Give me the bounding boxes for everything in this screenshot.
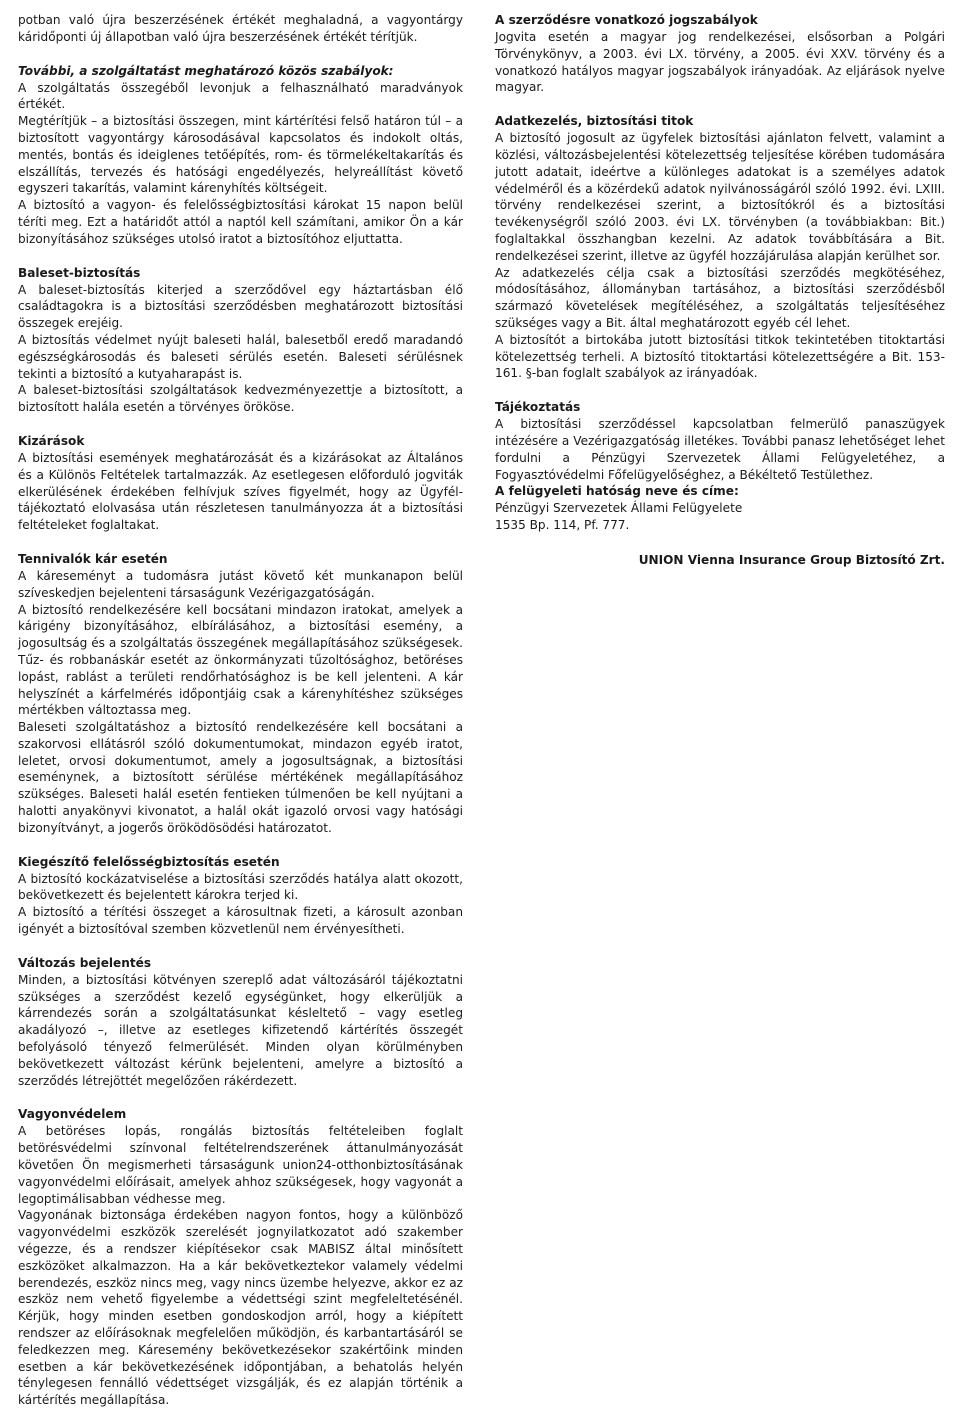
paragraph: A biztosító rendelkezésére kell bocsátani mindazon iratokat, amelyek a kárigény bizonyításához, elbírálásához, a biztosítási esemény, a jogosultság és a szolgáltatás összegének megállapításához szükségesek. Tűz- és robbanáskár esetét az önkormányzati tűzoltósághoz, betöréses lopást, rablást a területi rendőrhatósághoz is be kell jelenteni. A kár helyszínét a kárfelmérés időpontjáig csak a kárenyhítéshez szükséges mértékben változtassa meg.	[18, 602, 463, 718]
paragraph: A káreseményt a tudomásra jutást követő két munkanapon belül szíveskedjen bejelenteni társaságunk Vezérigazgatóságán.	[18, 568, 463, 600]
paragraph: A biztosítás védelmet nyújt baleseti halál, balesetből eredő maradandó egészségkárosodás és baleseti sérülés esetén. Baleseti sérülésnek tekinti a biztosító a kutyaharapást is.	[18, 332, 463, 381]
left-column	[18, 12, 463, 1409]
supervisor-title: A felügyeleti hatóság neve és címe:	[495, 484, 739, 499]
section-title: Kizárások	[18, 433, 85, 448]
section-property-protection	[18, 1106, 463, 1409]
section-common-rules	[18, 63, 463, 248]
section-data-handling	[495, 113, 945, 382]
section-accident-insurance	[18, 265, 463, 416]
section-title: Baleset-biztosítás	[18, 265, 141, 280]
paragraph: Vagyonának biztonsága érdekében nagyon fontos, hogy a különböző vagyonvédelmi eszközök szerelését jognyilatkozatot adó szakember végezze, és a rendszer kiépítésekor csak MABISZ által minősített eszközöket alkalmazzon. Ha a kár bekövetkeztekor valamely védelmi berendezés, eszköz nincs meg, vagy nincs üzembe helyezve, akkor ez az eszköz nem vehető figyelembe a védettségi szint megfeleltetésénél. Kérjük, hogy minden esetben gondoskodjon arról, hogy a kiépített rendszer az előírásoknak megfelelően működjön, és karbantartásáról se feledkezzen meg. Káresemény bekövetkezésekor szakértőink minden esetben a kár bekövetkezésének időpontjában, a behatolás helyén ténylegesen fennálló védettséget vizsgálják, és ez alapján történik a kártérítés megállapítása.	[18, 1208, 463, 1408]
section-title: Kiegészítő felelősségbiztosítás esetén	[18, 854, 280, 869]
section-information	[495, 399, 945, 534]
supervisor-name: Pénzügyi Szervezetek Állami Felügyelete	[495, 501, 743, 516]
section-exclusions	[18, 433, 463, 534]
paragraph: A biztosítási szerződéssel kapcsolatban felmerülő panaszügyek intézésére a Vezérigazgatóság illetékes. További panasz lehetőséget lehet fordulni a Pénzügyi Szervezetek Állami Felügyeletéhez, a Fogyasztóvédelmi Főfelügyelőséghez, a Békéltető Testülethez.	[495, 417, 945, 482]
paragraph: A biztosítási események meghatározását és a kizárásokat az Általános és a Különös Feltételek tartalmazzák. Az esetlegesen előforduló jogviták elkerülésének érdekében felhívjuk szíves figyelmét, hogy az Ügyfél-tájékoztató elolvasása után részletesen tanulmányozza át a biztosítási feltételeket foglaltakat.	[18, 450, 463, 533]
supervisor-address: 1535 Bp. 114, Pf. 777.	[495, 518, 630, 533]
paragraph: A biztosító a vagyon- és felelősségbiztosítási károkat 15 napon belül téríti meg. Ezt a határidőt attól a naptól kell számítani, amikor Ön a kár bizonyításához szükséges utolsó iratot a biztosítóhoz eljuttatta.	[18, 198, 463, 246]
paragraph: A biztosító jogosult az ügyfelek biztosítási ajánlaton felvett, valamint a közlési, változásbejelentési kötelezettség teljesítése körében tudomására jutott adatait, ideértve a különleges adatokat is a személyes adatok védelméről és a közérdekű adatok nyilvánosságáról szóló 1992. évi. LXIII. törvény rendelkezései szerint, a biztosítókról és a biztosítási tevékenységről szóló 2003. évi LX. törvényben (a továbbiakban: Bit.) foglaltakkal összhangban kezelni. Az adatok továbbítására a Bit. rendelkezései szerint, illetve az ügyfél hozzájárulása alapján kerülhet sor.	[495, 131, 945, 263]
section-governing-law	[495, 12, 945, 96]
right-column	[495, 12, 945, 569]
paragraph: Minden, a biztosítási kötvényen szereplő adat változásáról tájékoztatni szükséges a szerződést kezelő egységünket, hogy elkerüljük a kárrendezés során a szolgáltatásunkat késleltető – vagy esetleg akadályozó –, illetve az esetleges kifizetendő kártérítés összegét befolyásoló tényező felmerülését. Minden olyan körülményben bekövetkezett változást kérünk bejelenteni, amelyre a biztosító a szerződés létrejöttét megelőzően rákérdezett.	[18, 972, 463, 1088]
paragraph: A baleset-biztosítás kiterjed a szerződővel egy háztartásban élő családtagokra is a biztosítási szerződésben meghatározott biztosítási összegek erejéig.	[18, 282, 463, 331]
section-change-notice	[18, 955, 463, 1090]
company-signature: UNION Vienna Insurance Group Biztosító Zrt.	[638, 552, 945, 567]
intro-paragraph: potban való újra beszerzésének értékét meghaladná, a vagyontárgy káridőponti új állapotban való újra beszerzésének értékét térítjük.	[18, 13, 463, 44]
section-title: Változás bejelentés	[18, 955, 152, 970]
paragraph: Baleseti szolgáltatáshoz a biztosító rendelkezésére kell bocsátani a szakorvosi ellátásról szóló dokumentumokat, mindazon egyéb iratot, leletet, orvosi dokumentumot, amely a jogosultságnak, a biztosítási eseménynek, a biztosított sérülése mértékének megállapításához szükséges. Baleseti halál esetén fentieken túlmenően be kell nyújtani a halotti anyakönyvi kivonatot, a halál okát igazoló orvosi vagy hatósági bizonyítványt, a jogerős öröködösödési határozatot.	[18, 720, 463, 835]
paragraph: Jogvita esetén a magyar jog rendelkezései, elsősorban a Polgári Törvénykönyv, a 2003. évi LX. törvény, a 2005. évi XXV. törvény és a vonatkozó hatályos magyar jogszabályok irányadóak. Az eljárások nyelve magyar.	[495, 30, 945, 95]
section-title: Tennivalók kár esetén	[18, 551, 168, 566]
section-title: Tájékoztatás	[495, 400, 581, 415]
paragraph: A szolgáltatás összegéből levonjuk a felhasználható maradványok értékét.	[18, 80, 463, 112]
paragraph: A biztosítót a birtokába jutott biztosítási titkok tekintetében titoktartási kötelezettség terheli. A biztosító titoktartási kötelezettségére a Bit. 153-161. §-ban foglalt szabályok az irányadóak.	[495, 332, 945, 381]
section-claims	[18, 551, 463, 837]
section-title: A szerződésre vonatkozó jogszabályok	[495, 13, 758, 27]
paragraph: Az adatkezelés célja csak a biztosítási szerződés megkötéséhez, módosításához, állományban tartásához, a biztosítási szerződésből származó követelések megítéléséhez, a szolgáltatás teljesítéséhez szükséges vagy a Bit. által meghatározott egyéb cél lehet.	[495, 265, 945, 330]
section-title: Adatkezelés, biztosítási titok	[495, 114, 694, 129]
section-liability	[18, 854, 463, 938]
paragraph: A betöréses lopás, rongálás biztosítás feltételeiben foglalt betörésvédelmi színvonal feltételrendszerének áttanulmányozását követően Ön megismerheti társaságunk union24-otthonbiztosításának vagyonvédelmi előírásait, amelyek ahhoz szükségesek, hogy vagyonát a legoptimálisabban védhesse meg.	[18, 1124, 463, 1206]
paragraph: Megtérítjük – a biztosítási összegen, mint kártérítési felső határon túl – a biztosított vagyontárgy károsodásával kapcsolatos és indokolt oltás, mentés, bontás és ideiglenes tetőépítés, rom- és törmelékeltakarítás és elszállítás, tervezés és hatósági engedélyezés, helyreállítást követő egyszeri takarítás, valamint kárenyhítés költségeit.	[18, 114, 463, 196]
section-title: További, a szolgáltatást meghatározó közös szabályok:	[18, 63, 394, 78]
section-title: Vagyonvédelem	[18, 1107, 127, 1122]
paragraph: A biztosító a térítési összeget a károsultnak fizeti, a károsult azonban igényét a biztosítóval szemben közvetlenül nem érvényesítheti.	[18, 905, 463, 937]
paragraph: A baleset-biztosítási szolgáltatások kedvezményezettje a biztosított, a biztosított halála esetén a törvényes örököse.	[18, 383, 463, 415]
paragraph: A biztosító kockázatviselése a biztosítási szerződés hatálya alatt okozott, bekövetkezett és bejelentett károkra terjed ki.	[18, 871, 463, 903]
